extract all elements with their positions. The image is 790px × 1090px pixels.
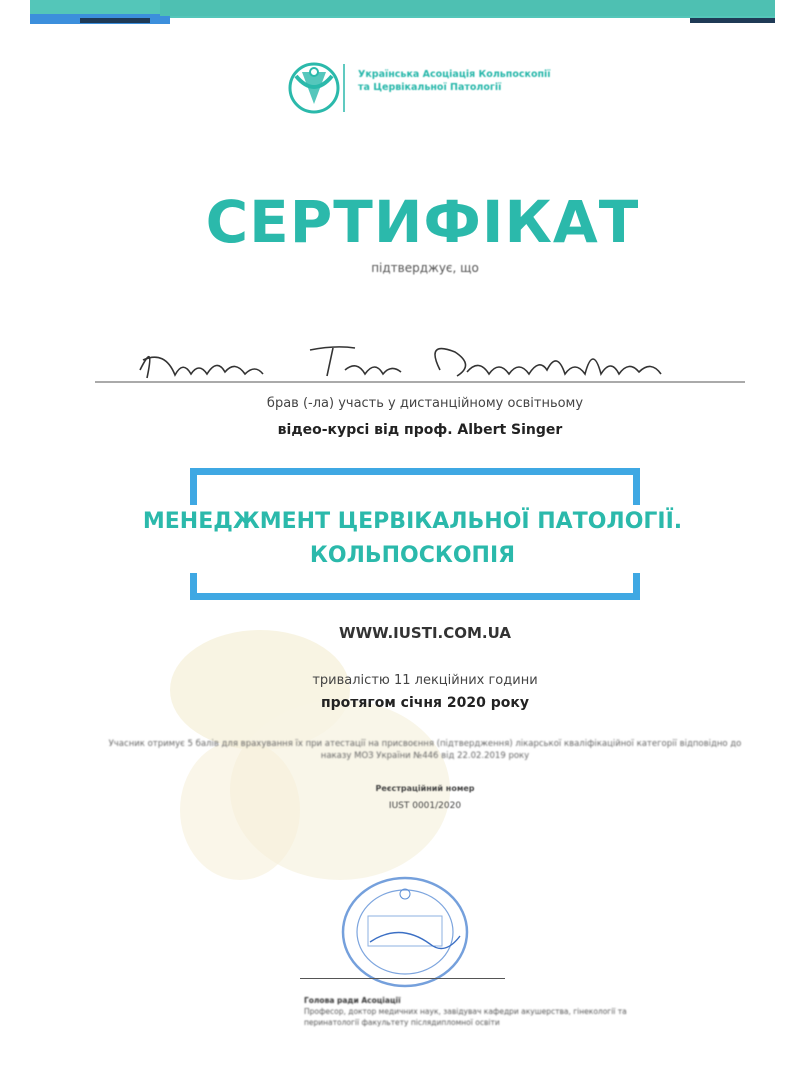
handwritten-participant-name	[95, 330, 755, 390]
signer-text: Професор, доктор медичних наук, завідувач кафедри акушерства, гінекології та перинатології факультету післядипломної освіти	[304, 1007, 627, 1027]
participation-text: брав (-ла) участь у дистанційному освітньому	[266, 396, 584, 411]
website-link[interactable]: WWW.IUSTI.COM.UA	[339, 624, 511, 642]
signer-details	[304, 995, 644, 1028]
certificate-title: СЕРТИФІКАТ	[205, 188, 640, 256]
fine-print: Учасник отримує 5 балів для врахування їх при атестації на присвоєння (підтвердження) лікарської кваліфікаційної категорії відповідно до наказу МОЗ України №446 від 22.02.2019 року	[108, 739, 742, 761]
period-text: протягом січня 2020 року	[320, 695, 530, 711]
signer-role: Голова ради Асоціації	[304, 996, 401, 1005]
logo-text	[358, 68, 551, 94]
official-stamp	[330, 872, 480, 992]
signature-line	[300, 978, 505, 979]
top-decorative-band	[0, 0, 790, 26]
registration-label: Реєстраційний номер	[375, 784, 475, 793]
course-title-line-1: МЕНЕДЖМЕНТ ЦЕРВІКАЛЬНОЇ ПАТОЛОГІЇ.	[142, 509, 683, 534]
registration-number: IUST 0001/2020	[388, 801, 462, 811]
association-logo	[282, 58, 572, 118]
logo-emblem-icon	[282, 58, 352, 118]
logo-line-1: Українська Асоціація Кольпоскопії	[358, 69, 551, 80]
certificate-subtitle: підтверджує, що	[371, 261, 479, 275]
course-intro: відео-курсі від проф. Albert Singer	[277, 422, 563, 438]
duration-text: тривалістю 11 лекційних години	[312, 673, 538, 688]
logo-line-2: та Цервікальної Патології	[358, 82, 502, 93]
course-title	[80, 505, 745, 573]
course-title-line-2: КОЛЬПОСКОПІЯ	[309, 543, 516, 568]
